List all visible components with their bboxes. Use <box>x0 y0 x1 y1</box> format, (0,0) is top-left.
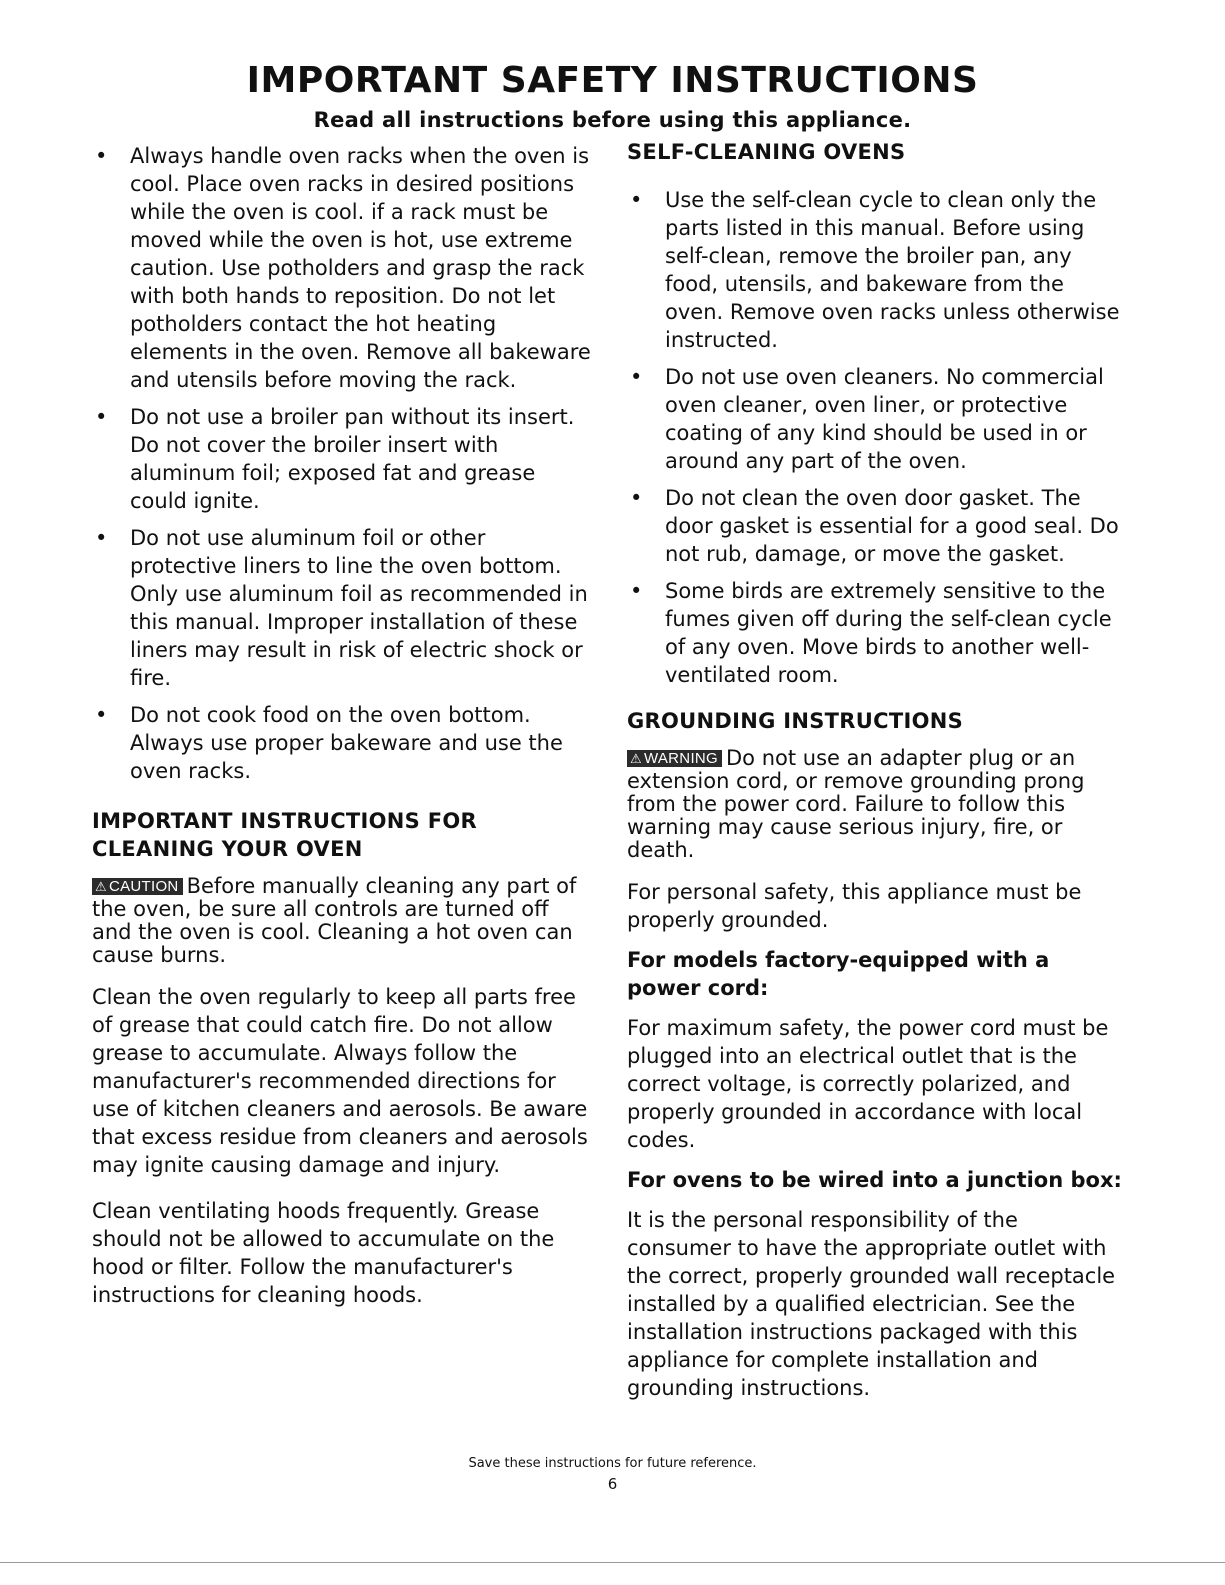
warning-triangle-icon: ⚠ <box>630 751 642 766</box>
bullet-icon: • <box>630 486 643 510</box>
page-number: 6 <box>607 1475 618 1493</box>
bullet-icon: • <box>95 405 108 429</box>
bullet-icon: • <box>630 365 643 389</box>
warning-triangle-icon: ⚠ <box>95 879 107 894</box>
page-subtitle: Read all instructions before using this appliance. <box>313 108 912 132</box>
bottom-divider <box>0 1562 1225 1563</box>
bullet-icon: • <box>95 526 108 550</box>
list-item: • Always handle oven racks when the oven is cool. Place oven racks in desired positions while the oven is cool. if a rack must be moved while the oven is hot, use extreme caution. Use potholders and grasp the rack with both hands to reposition. Do not let potholders contact the hot heating elements in the oven. Remove all bakeware and utensils before moving the rack. <box>95 144 591 392</box>
list-item: • Do not use aluminum foil or other protective liners to line the oven bottom. Only use aluminum foil as recommended in this manual. Improper installation of these liners may result in risk of electric shock or fire. <box>95 526 588 690</box>
cleaning-heading: IMPORTANT INSTRUCTIONS FOR CLEANING YOUR OVEN <box>92 809 477 861</box>
junction-box-paragraph: It is the personal responsibility of the consumer to have the appropriate outlet with the correct, properly grounded wall receptacle installed by a qualified electrician. See the installation instructions packaged with this appliance for complete installation and grounding instructions. <box>627 1208 1116 1400</box>
hood-paragraph: Clean ventilating hoods frequently. Grease should not be allowed to accumulate on the hood or filter. Follow the manufacturer's instructions for cleaning hoods. <box>92 1199 555 1307</box>
list-item: • Do not use oven cleaners. No commercial oven cleaner, oven liner, or protective coating of any kind should be used in or around any part of the oven. <box>630 365 1104 473</box>
bullet-icon: • <box>95 703 108 727</box>
caution-paragraph: ⚠ CAUTION Before manually cleaning any part of the oven, be sure all controls are turned off and the oven is cool. Cleaning a hot oven can cause burns. <box>92 874 577 967</box>
right-bullet-list <box>627 186 1127 689</box>
warning-paragraph: ⚠ WARNING Do not use an adapter plug or an extension cord, or remove grounding prong from the power cord. Failure to follow this warning may cause serious injury, fire, or death. <box>627 746 1085 862</box>
bullet-icon: • <box>630 188 643 212</box>
warning-badge: ⚠ WARNING <box>627 750 722 767</box>
grounding-paragraph: For personal safety, this appliance must be properly grounded. <box>627 880 1082 932</box>
bullet-icon: • <box>630 579 643 603</box>
list-item: • Do not clean the oven door gasket. The door gasket is essential for a good seal. Do not rub, damage, or move the gasket. <box>630 486 1119 566</box>
page-title: IMPORTANT SAFETY INSTRUCTIONS <box>246 60 979 101</box>
list-item: • Some birds are extremely sensitive to the fumes given off during the self-clean cycle of any oven. Move birds to another well-ventilated room. <box>630 579 1112 687</box>
left-bullet-list <box>92 142 592 785</box>
caution-badge: ⚠ CAUTION <box>92 878 183 895</box>
selfclean-heading: SELF-CLEANING OVENS <box>627 140 906 164</box>
power-cord-subheading: For models factory-equipped with a power cord: <box>627 948 1050 1000</box>
power-cord-paragraph: For maximum safety, the power cord must be plugged into an electrical outlet that is the correct voltage, is correctly polarized, and properly grounded in accordance with local codes. <box>627 1016 1109 1152</box>
bullet-icon: • <box>95 144 108 168</box>
grounding-heading: GROUNDING INSTRUCTIONS <box>627 709 964 733</box>
junction-box-subheading: For ovens to be wired into a junction box: <box>627 1168 1122 1192</box>
footer-note: Save these instructions for future reference. <box>468 1456 757 1471</box>
right-column <box>627 138 1127 1414</box>
list-item: • Do not cook food on the oven bottom. Always use proper bakeware and use the oven racks. <box>95 703 563 783</box>
list-item: • Do not use a broiler pan without its insert. Do not cover the broiler insert with aluminum foil; exposed fat and grease could ignite. <box>95 405 575 513</box>
list-item: • Use the self-clean cycle to clean only the parts listed in this manual. Before using self-clean, remove the broiler pan, any food, utensils, and bakeware from the oven. Remove oven racks unless otherwise instructed. <box>630 188 1120 352</box>
left-column <box>92 142 592 1321</box>
cleaning-paragraph: Clean the oven regularly to keep all parts free of grease that could catch fire. Do not allow grease to accumulate. Always follow the manufacturer's recommended directions for use of kitchen cleaners and aerosols. Be aware that excess residue from cleaners and aerosols may ignite causing damage and injury. <box>92 985 588 1177</box>
